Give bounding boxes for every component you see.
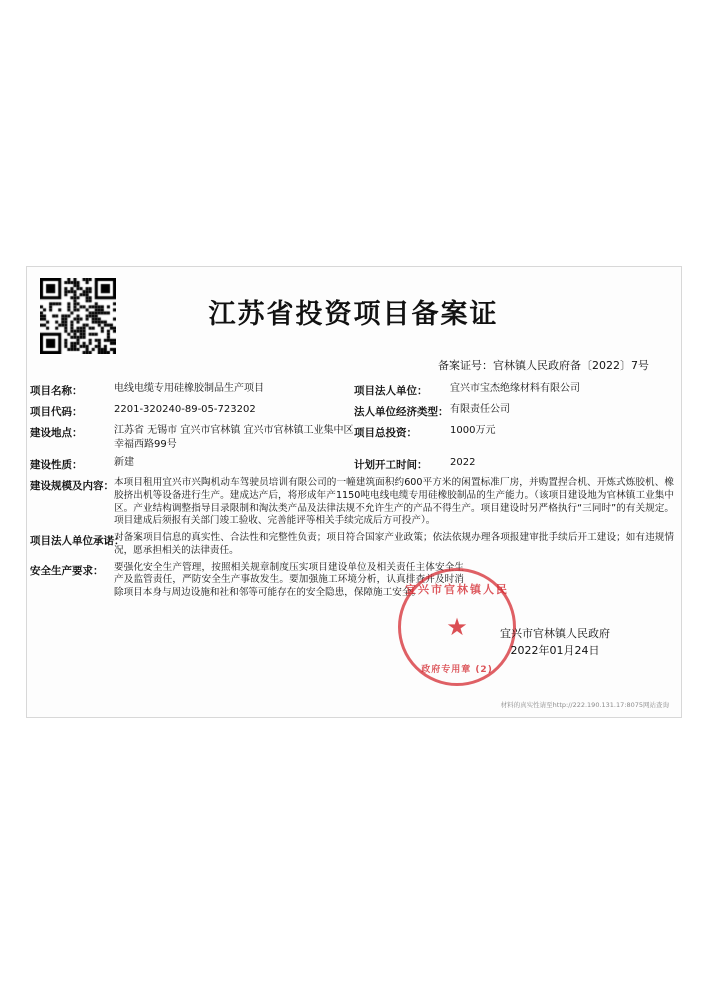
field-safety [30,562,678,600]
economic-type-label: 法人单位经济类型： [354,406,449,418]
planned-start-value: 2022 [450,457,476,468]
total-investment-value: 1000万元 [450,425,496,436]
record-number-label: 备案证号： [438,359,493,372]
scale-value: 本项目租用宜兴市兴陶机动车驾驶员培训有限公司的一幢建筑面积约600平方米的闲置标准厂房，并购置捏合机、开炼式炼胶机、橡胶挤出机等设备进行生产。建成达产后，将形成年产1150吨电线电缆专用硅橡胶制品的生产能力。（该项目建设地为官林镇工业集中区。产业结构调整指导目录限制和淘汰类产品及法律法规不允许生产的产品不得生产。项目建设时另严格执行“三同时”的有关规定。项目建成后须报有关部门竣工验收、完善能评等相关手续完成后方可投产）。 [114,477,674,527]
project-code-label: 项目代码： [30,406,83,418]
field-planned-start [354,456,678,472]
project-name-label: 项目名称： [30,385,83,397]
promise-value: 对备案项目信息的真实性、合法性和完整性负责；项目符合国家产业政策；依法依规办理各项报建审批手续后开工建设；如有违规情况，愿承担相关的法律责任。 [114,532,674,556]
field-promise [30,532,678,558]
legal-entity-label: 项目法人单位： [354,385,428,397]
field-nature [30,456,354,472]
nature-value: 新建 [114,457,134,468]
field-economic-type [354,403,678,419]
field-scale [30,477,678,528]
field-row-location [30,424,678,451]
verification-footnote: 材料的真实性请至http://222.190.131.17:8075网站查询 [500,701,669,709]
location-value: 江苏省 无锡市 宜兴市官林镇 宜兴市官林镇工业集中区幸福西路99号 [114,425,354,450]
legal-entity-value: 宜兴市宝杰绝缘材料有限公司 [450,383,580,394]
issuing-authority: 宜兴市官林镇人民政府 [500,627,610,640]
economic-type-value: 有限责任公司 [450,404,510,415]
issue-date: 2022年01月24日 [510,643,600,657]
field-row-code [30,403,678,419]
safety-value: 要强化安全生产管理，按照相关规章制度压实项目建设单位及相关责任主体安全生产及监管责任，严防安全生产事故发生。要加强施工环境分析，认真排查并及时消除项目本身与周边设施和社和邻等可能存在的安全隐患，保障施工安全。 [114,561,464,598]
project-name-value: 电线电缆专用硅橡胶制品生产项目 [114,383,264,394]
signature-block [455,626,655,659]
scale-label: 建设规模及内容： [30,480,114,492]
seal-star-icon: ★ [446,613,468,641]
field-row-name [30,382,678,398]
record-number [438,357,649,373]
field-total-investment [354,424,678,451]
promise-label: 项目法人单位承诺： [30,535,125,547]
location-label: 建设地点： [30,427,83,439]
safety-label: 安全生产要求： [30,564,104,577]
planned-start-label: 计划开工时间： [354,459,428,471]
field-row-nature [30,456,678,472]
seal-arc-top: 宜兴市官林镇人民 [405,583,509,596]
total-investment-label: 项目总投资： [354,427,417,439]
field-project-code [30,403,354,419]
field-legal-entity [354,382,678,398]
seal-arc-bottom: 政府专用章 (2) [421,665,493,675]
field-location [30,424,354,451]
project-code-value: 2201-320240-89-05-723202 [114,404,256,415]
field-project-name [30,382,354,398]
page-title: 江苏省投资项目备案证 [208,299,499,330]
fields-table [30,382,678,604]
record-number-value: 官林镇人民政府备〔2022〕7号 [493,359,649,372]
nature-label: 建设性质： [30,459,83,471]
